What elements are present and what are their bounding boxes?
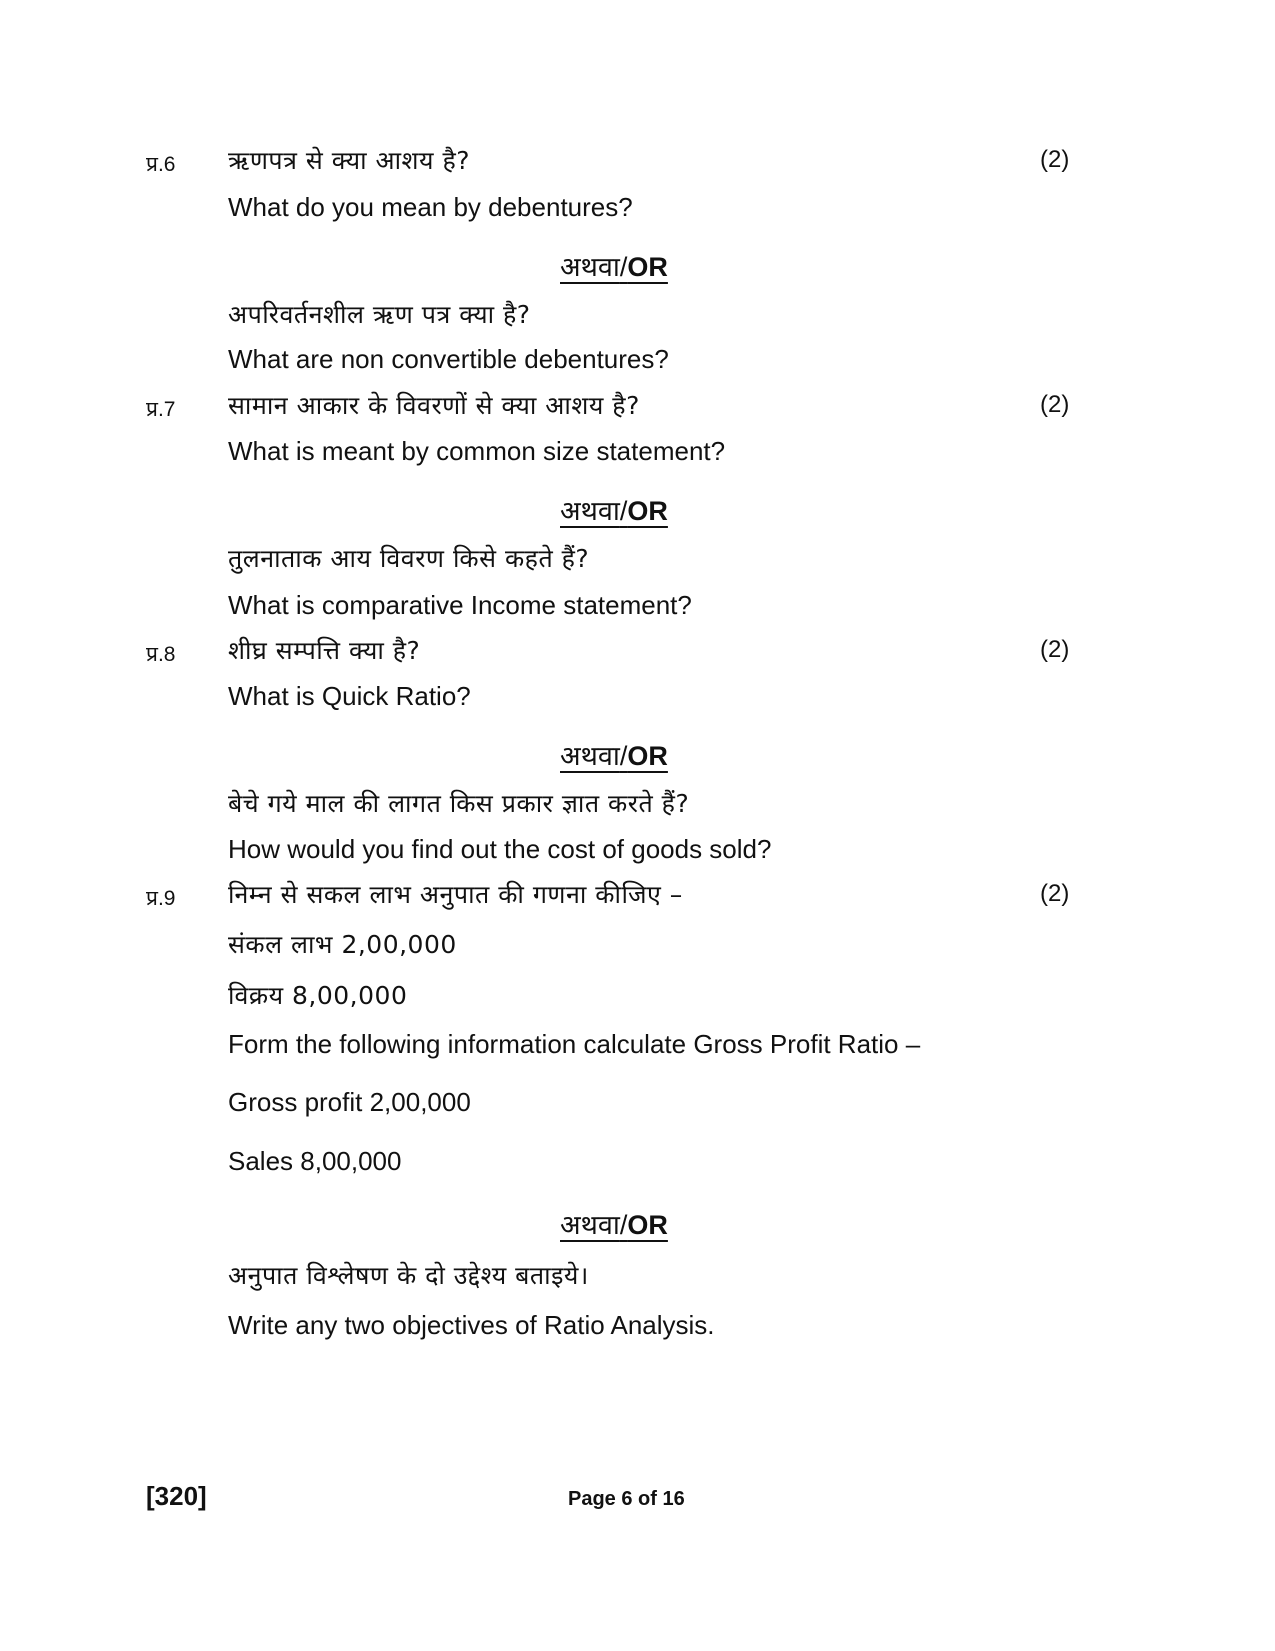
or-separator: अथवा/OR [560,741,668,771]
question-number: प्र.9 [146,887,176,910]
alternate-question-english: Write any two objectives of Ratio Analysis. [228,1310,715,1340]
question-text-hindi: सामान आकार के विवरणों से क्या आशय है? [228,391,640,420]
given-data-hindi-sales: विक्रय 8,00,000 [228,981,408,1010]
question-number: प्र.8 [146,643,176,666]
alternate-question-english: How would you find out the cost of goods sold? [228,834,772,864]
paper-code: [320] [146,1481,207,1511]
question-marks: (2) [1040,636,1070,663]
question-number: प्र.7 [146,398,176,421]
alternate-question-english: What is comparative Income statement? [228,590,692,620]
question-text-english: Form the following information calculate Gross Profit Ratio – [228,1029,921,1059]
or-separator: अथवा/OR [560,1210,668,1240]
given-data-english-gross-profit: Gross profit 2,00,000 [228,1087,471,1117]
page-number: Page 6 of 16 [568,1488,685,1510]
or-separator: अथवा/OR [560,496,668,526]
question-text-hindi: निम्न से सकल लाभ अनुपात की गणना कीजिए – [228,880,683,909]
question-marks: (2) [1040,146,1070,173]
alternate-question-english: What are non convertible debentures? [228,344,669,374]
alternate-question-hindi: बेचे गये माल की लागत किस प्रकार ज्ञात करते हैं? [228,789,690,818]
given-data-english-sales: Sales 8,00,000 [228,1146,402,1176]
question-text-english: What do you mean by debentures? [228,192,633,222]
question-number: प्र.6 [146,153,176,176]
question-text-hindi: शीघ्र सम्पत्ति क्या है? [228,636,421,665]
alternate-question-hindi: तुलनाताक आय विवरण किसे कहते हैं? [228,544,590,573]
given-data-hindi-gross-profit: संकल लाभ 2,00,000 [228,930,457,959]
question-text-hindi: ऋणपत्र से क्या आशय है? [228,146,471,175]
question-text-english: What is meant by common size statement? [228,436,726,466]
alternate-question-hindi: अनुपात विश्लेषण के दो उद्देश्य बताइये। [228,1261,589,1290]
question-text-english: What is Quick Ratio? [228,681,471,711]
or-separator: अथवा/OR [560,252,668,282]
question-marks: (2) [1040,880,1070,907]
question-marks: (2) [1040,391,1070,418]
alternate-question-hindi: अपरिवर्तनशील ऋण पत्र क्या है? [228,300,531,329]
